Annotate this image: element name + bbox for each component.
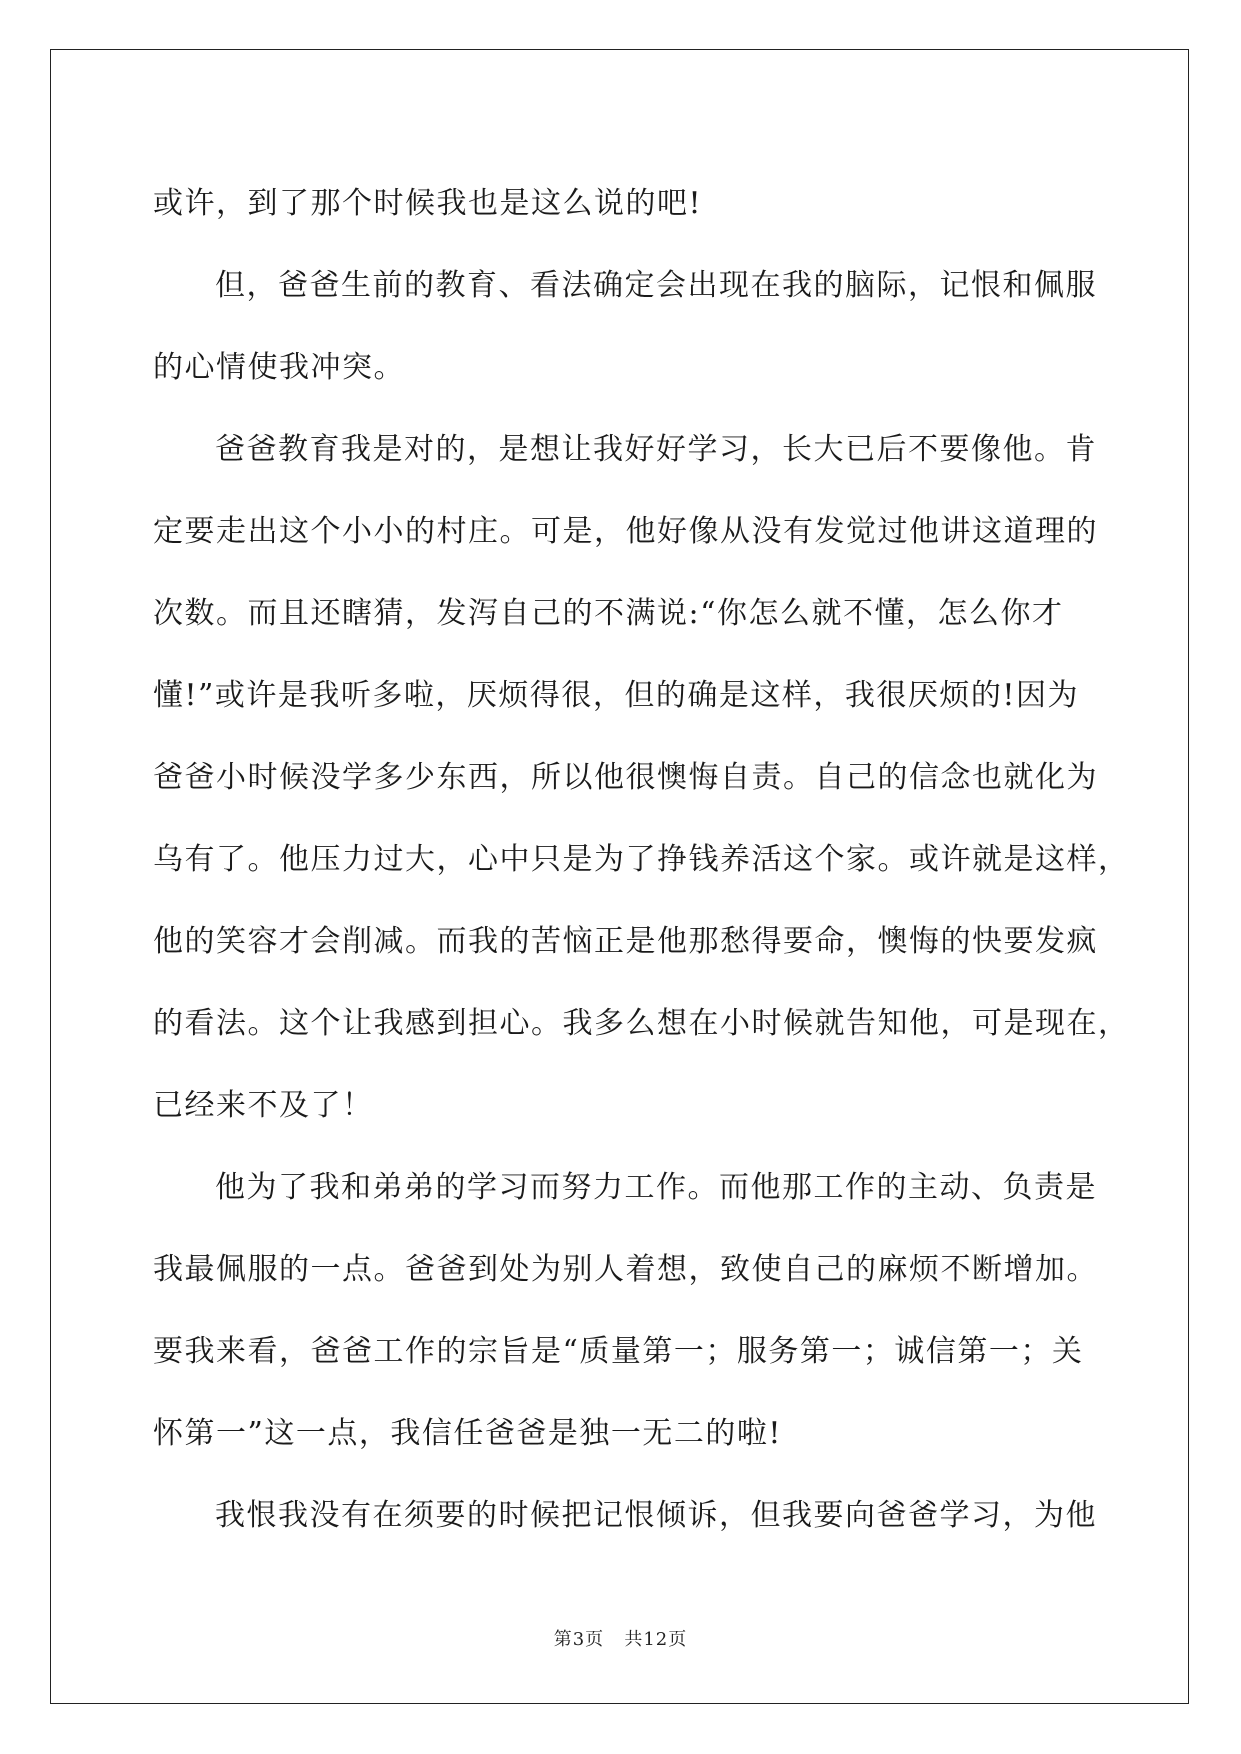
text-line: 懂!”或许是我听多啦，厌烦得很，但的确是这样，我很厌烦的!因为 [153, 678, 1079, 713]
text-line: 他为了我和弟弟的学习而努力工作。而他那工作的主动、负责是 [215, 1170, 1097, 1205]
text-line: 的看法。这个让我感到担心。我多么想在小时候就告知他，可是现在， [153, 1006, 1130, 1041]
text-line: 的心情使我冲突。 [153, 350, 405, 385]
text-line: 定要走出这个小小的村庄。可是，他好像从没有发觉过他讲这道理的 [153, 514, 1098, 549]
document-body [153, 163, 1130, 1557]
text-line: 乌有了。他压力过大，心中只是为了挣钱养活这个家。或许就是这样， [153, 842, 1130, 877]
text-line: 爸爸小时候没学多少东西，所以他很懊悔自责。自己的信念也就化为 [153, 760, 1098, 795]
text-line: 次数。而且还瞎猜，发泻自己的不满说:“你怎么就不懂，怎么你才 [153, 596, 1064, 631]
text-line: 要我来看，爸爸工作的宗旨是“质量第一；服务第一；诚信第一；关 [153, 1334, 1084, 1369]
page-number-label: 第3页 共12页 [553, 1629, 688, 1650]
text-line: 已经来不及了！ [153, 1088, 374, 1123]
text-line: 但，爸爸生前的教育、看法确定会出现在我的脑际，记恨和佩服 [215, 268, 1097, 303]
text-line: 怀第一”这一点，我信任爸爸是独一无二的啦! [153, 1416, 782, 1451]
text-line: 我最佩服的一点。爸爸到处为别人着想，致使自己的麻烦不断增加。 [153, 1252, 1098, 1287]
text-line: 我恨我没有在须要的时候把记恨倾诉，但我要向爸爸学习，为他 [215, 1498, 1097, 1533]
text-line: 或许，到了那个时候我也是这么说的吧! [153, 186, 703, 221]
text-line: 他的笑容才会削减。而我的苦恼正是他那愁得要命，懊悔的快要发疯 [153, 924, 1098, 959]
page-number-footer [0, 1625, 1241, 1651]
text-line: 爸爸教育我是对的，是想让我好好学习，长大已后不要像他。肯 [215, 432, 1097, 467]
